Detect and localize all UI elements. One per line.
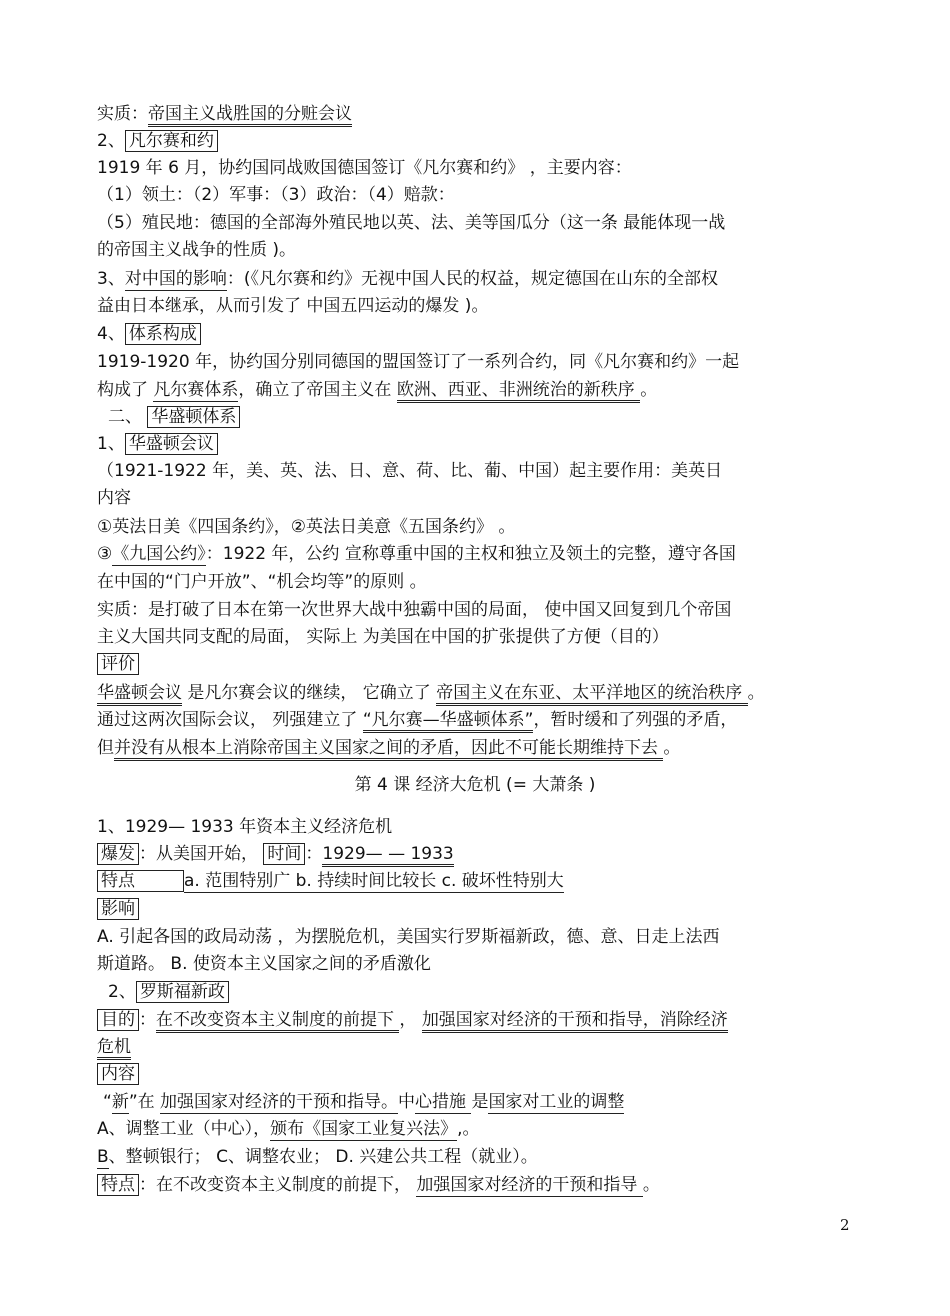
text-line: 1、1929— 1933 年资本主义经济危机 bbox=[97, 817, 393, 837]
heading-box: 特点 bbox=[97, 1174, 139, 1196]
text-line: 实质：帝国主义战胜国的分赃会议 bbox=[97, 101, 352, 127]
text-line: （5）殖民地：德国的全部海外殖民地以英、法、美等国瓜分（这一条 最能体现一战 bbox=[97, 213, 726, 233]
text-line: A. 引起各国的政局动荡 ，为摆脱危机，美国实行罗斯福新政，德、意、日走上法西 bbox=[97, 927, 720, 947]
heading-box: 体系构成 bbox=[125, 323, 201, 345]
text-line: 危机 bbox=[97, 1034, 131, 1060]
text-line: （1）领土：（2）军事：（3）政治：（4）赔款： bbox=[97, 185, 455, 205]
text-line bbox=[97, 651, 139, 677]
page-number: 2 bbox=[840, 1216, 850, 1234]
text-line: B、整顿银行； C、调整农业； D. 兴建公共工程（就业）。 bbox=[97, 1147, 538, 1167]
text-line: 在中国的“门户开放”、“机会均等”的原则 。 bbox=[97, 572, 427, 592]
text-line: 主义大国共同支配的局面， 实际上 为美国在中国的扩张提供了方便（目的） bbox=[97, 627, 669, 647]
text-line: 内容 bbox=[97, 488, 131, 508]
heading-box: 爆发 bbox=[97, 843, 139, 865]
text-line: 华盛顿会议 是凡尔赛会议的继续， 它确立了 帝国主义在东亚、太平洋地区的统治秩序 。 bbox=[97, 680, 765, 706]
text-line: 斯道路。 B. 使资本主义国家之间的矛盾激化 bbox=[97, 954, 431, 974]
text-line: 目的 ：在不改变资本主义制度的前提下 ， 加强国家对经济的干预和指导，消除经济 bbox=[97, 1007, 728, 1033]
text-line: 特点 a. 范围特别广 b. 持续时间比较长 c. 破坏性特别大 bbox=[97, 868, 564, 894]
heading-box: 华盛顿体系 bbox=[147, 406, 240, 428]
heading-box: 时间 bbox=[263, 843, 305, 865]
text-line: “新”在 加强国家对经济的干预和指导。中心措施 是国家对工业的调整 bbox=[103, 1092, 625, 1112]
text-line: 2、 罗斯福新政 bbox=[108, 979, 229, 1005]
text-line: 通过这两次国际会议， 列强建立了 “凡尔赛—华盛顿体系”，暂时缓和了列强的矛盾， bbox=[97, 707, 737, 733]
text-line: 实质：是打破了日本在第一次世界大战中独霸中国的局面， 使中国又回复到几个帝国 bbox=[97, 600, 732, 620]
text-line bbox=[97, 1061, 139, 1087]
heading-box: 凡尔赛和约 bbox=[125, 130, 218, 152]
lesson-title: 第 4 课 经济大危机 (= 大萧条 ) bbox=[354, 775, 596, 795]
heading-box: 评价 bbox=[97, 653, 139, 675]
text-line: A、调整工业（中心），颁布《国家工业复兴法》,。 bbox=[97, 1119, 480, 1139]
text-line: 1919 年 6 月，协约国同战败国德国签订《凡尔赛和约》 ，主要内容： bbox=[97, 158, 632, 178]
text-line: 1、 华盛顿会议 bbox=[97, 431, 218, 457]
text-line: 二、 华盛顿体系 bbox=[108, 404, 240, 430]
text-line bbox=[97, 896, 139, 922]
text-line: 2、 凡尔赛和约 bbox=[97, 128, 218, 154]
text-line: 3、对中国的影响：(《凡尔赛和约》无视中国人民的权益，规定德国在山东的全部权 bbox=[97, 269, 718, 289]
text-line: 1919-1920 年，协约国分别同德国的盟国签订了一系列合约，同《凡尔赛和约》一起 bbox=[97, 352, 740, 372]
text-line: 特点 ：在不改变资本主义制度的前提下， 加强国家对经济的干预和指导 。 bbox=[97, 1172, 660, 1198]
heading-box: 华盛顿会议 bbox=[125, 433, 218, 455]
text-line: ①英法日美《四国条约》，②英法日美意《五国条约》 。 bbox=[97, 517, 516, 537]
text-line: 构成了 凡尔赛体系，确立了帝国主义在 欧洲、西亚、非洲统治的新秩序 。 bbox=[97, 377, 657, 403]
text-line: 爆发 ：从美国开始， 时间 ：1929— — 1933 bbox=[97, 841, 454, 867]
text-line: 但并没有从根本上消除帝国主义国家之间的矛盾，因此不可能长期维持下去 。 bbox=[97, 735, 680, 761]
heading-box: 特点 bbox=[97, 870, 184, 892]
text-line: 4、 体系构成 bbox=[97, 321, 201, 347]
text-line: （1921-1922 年，美、英、法、日、意、荷、比、葡、中国）起主要作用：美英日 bbox=[97, 461, 723, 481]
text-line: ③《九国公约》：1922 年，公约 宣称尊重中国的主权和独立及领土的完整，遵守各国 bbox=[97, 544, 736, 564]
text-line: 益由日本继承，从而引发了 中国五四运动的爆发 )。 bbox=[97, 296, 489, 316]
heading-box: 影响 bbox=[97, 898, 139, 920]
heading-box: 罗斯福新政 bbox=[136, 981, 229, 1003]
heading-box: 内容 bbox=[97, 1063, 139, 1085]
text-line: 的帝国主义战争的性质 )。 bbox=[97, 240, 297, 260]
heading-box: 目的 bbox=[97, 1009, 139, 1031]
